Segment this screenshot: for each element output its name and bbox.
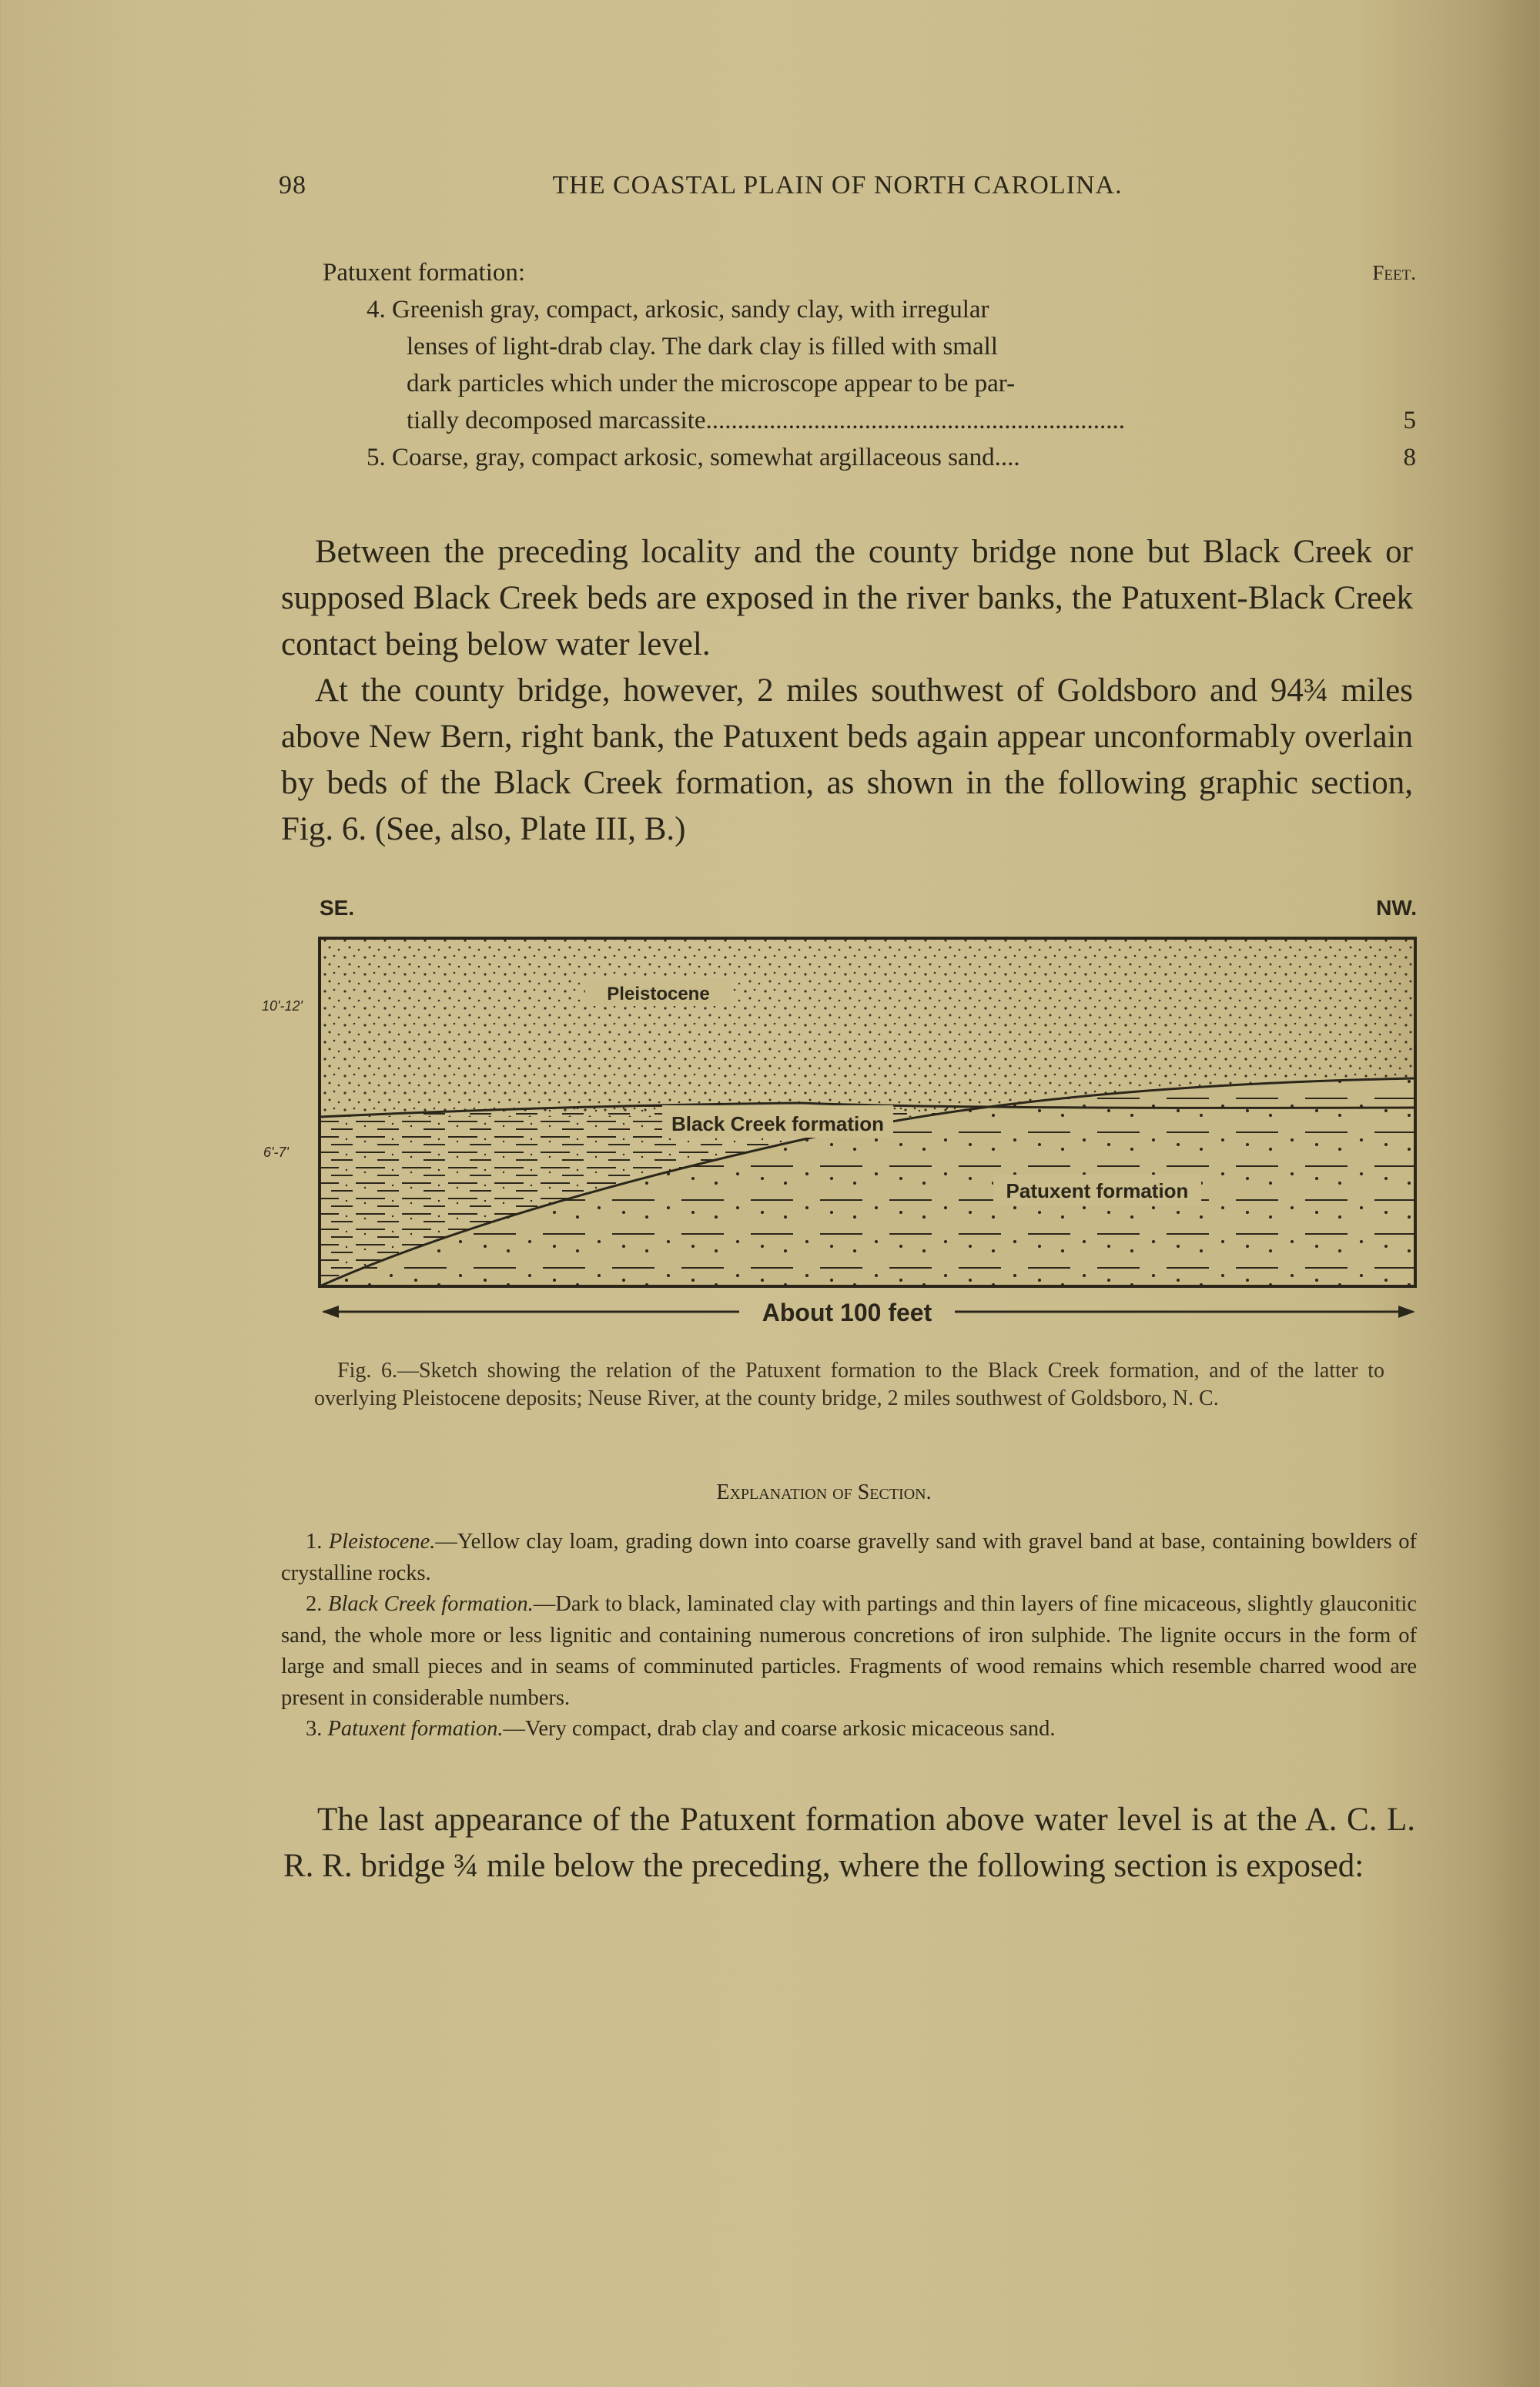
layer-label-patuxent: Patuxent formation <box>1006 1179 1189 1202</box>
scale-label: About 100 feet <box>762 1299 932 1326</box>
table-row <box>323 291 1416 439</box>
row-feet: 5 <box>1403 407 1416 434</box>
figure-caption: Fig. 6.—Sketch showing the relation of the Patuxent formation to the Black Creek formation, and of the latter to overlying Pleistocene deposits; Neuse River, at the county bridge, 2 miles southwest of Goldsboro, N. C. <box>314 1359 1384 1410</box>
row-text: lenses of light-drab clay. The dark clay is filled with small <box>407 333 998 360</box>
direction-se: SE. <box>320 896 355 920</box>
paragraph: At the county bridge, however, 2 miles southwest of Goldsboro and 94¾ miles above New Bern, right bank, the Patuxent beds again appear unconformably overlain by beds of the Black Creek formation, as shown in the following graphic section, Fig. 6. (See, also, Plate III, B.) <box>281 672 1413 847</box>
table-heading: Patuxent formation: <box>323 259 526 287</box>
paragraph: Between the preceding locality and the county bridge none but Black Creek or supposed Black Creek beds are exposed in the river banks, the Patuxent-Black Creek contact being below water level. <box>281 534 1413 662</box>
direction-nw: NW. <box>1376 896 1417 920</box>
closing-text <box>283 1797 1415 1889</box>
explanation-title: Explanation of Section. <box>716 1480 932 1504</box>
explanation-item: 3. Patuxent formation.—Very compact, drab clay and coarse arkosic micaceous sand. <box>306 1717 1056 1741</box>
thickness-upper: 10'-12' <box>262 998 303 1014</box>
row-text: tially decomposed marcassite <box>407 407 706 434</box>
leader-dots: .................................................................. <box>705 407 1126 434</box>
thickness-lower: 6'-7' <box>263 1145 289 1160</box>
row-text: 5. Coarse, gray, compact arkosic, somewhat argillaceous sand.... <box>367 444 1020 471</box>
row-text: dark particles which under the microscope appear to be par- <box>407 370 1016 397</box>
page-number: 98 <box>279 171 306 199</box>
explanation-item: 2. Black Creek formation.—Dark to black, laminated clay with partings and thin layers of fine micaceous, slightly glauconitic sand, the whole more or less lignitic and containing numerous concretions of iron sulphide. The lignite occurs in the form of large and small pieces and in seams of comminuted particles. Fragments of wood remains which resemble charred wood are present in considerable numbers. <box>281 1592 1418 1710</box>
explanation-item: 1. Pleistocene.—Yellow clay loam, grading down into coarse gravelly sand with gravel band at base, containing bowlders of crystalline rocks. <box>281 1530 1417 1585</box>
layer-label-pleistocene: Pleistocene <box>607 984 710 1004</box>
unit-label: Feet. <box>1372 261 1416 284</box>
geologic-section-figure <box>262 886 1478 1333</box>
running-title: THE COASTAL PLAIN OF NORTH CAROLINA. <box>552 171 1123 199</box>
layer-label-black-creek: Black Creek formation <box>671 1112 884 1135</box>
section-table <box>323 254 1416 476</box>
row-text: 4. Greenish gray, compact, arkosic, sandy clay, with irregular <box>367 296 989 324</box>
table-row <box>323 439 1416 476</box>
paragraph: The last appearance of the Patuxent formation above water level is at the A. C. L. R. R. bridge ¾ mile below the preceding, where the following section is exposed: <box>283 1802 1415 1884</box>
row-feet: 8 <box>1403 444 1416 471</box>
body-text <box>281 529 1413 853</box>
explanation-list <box>281 1527 1417 1745</box>
